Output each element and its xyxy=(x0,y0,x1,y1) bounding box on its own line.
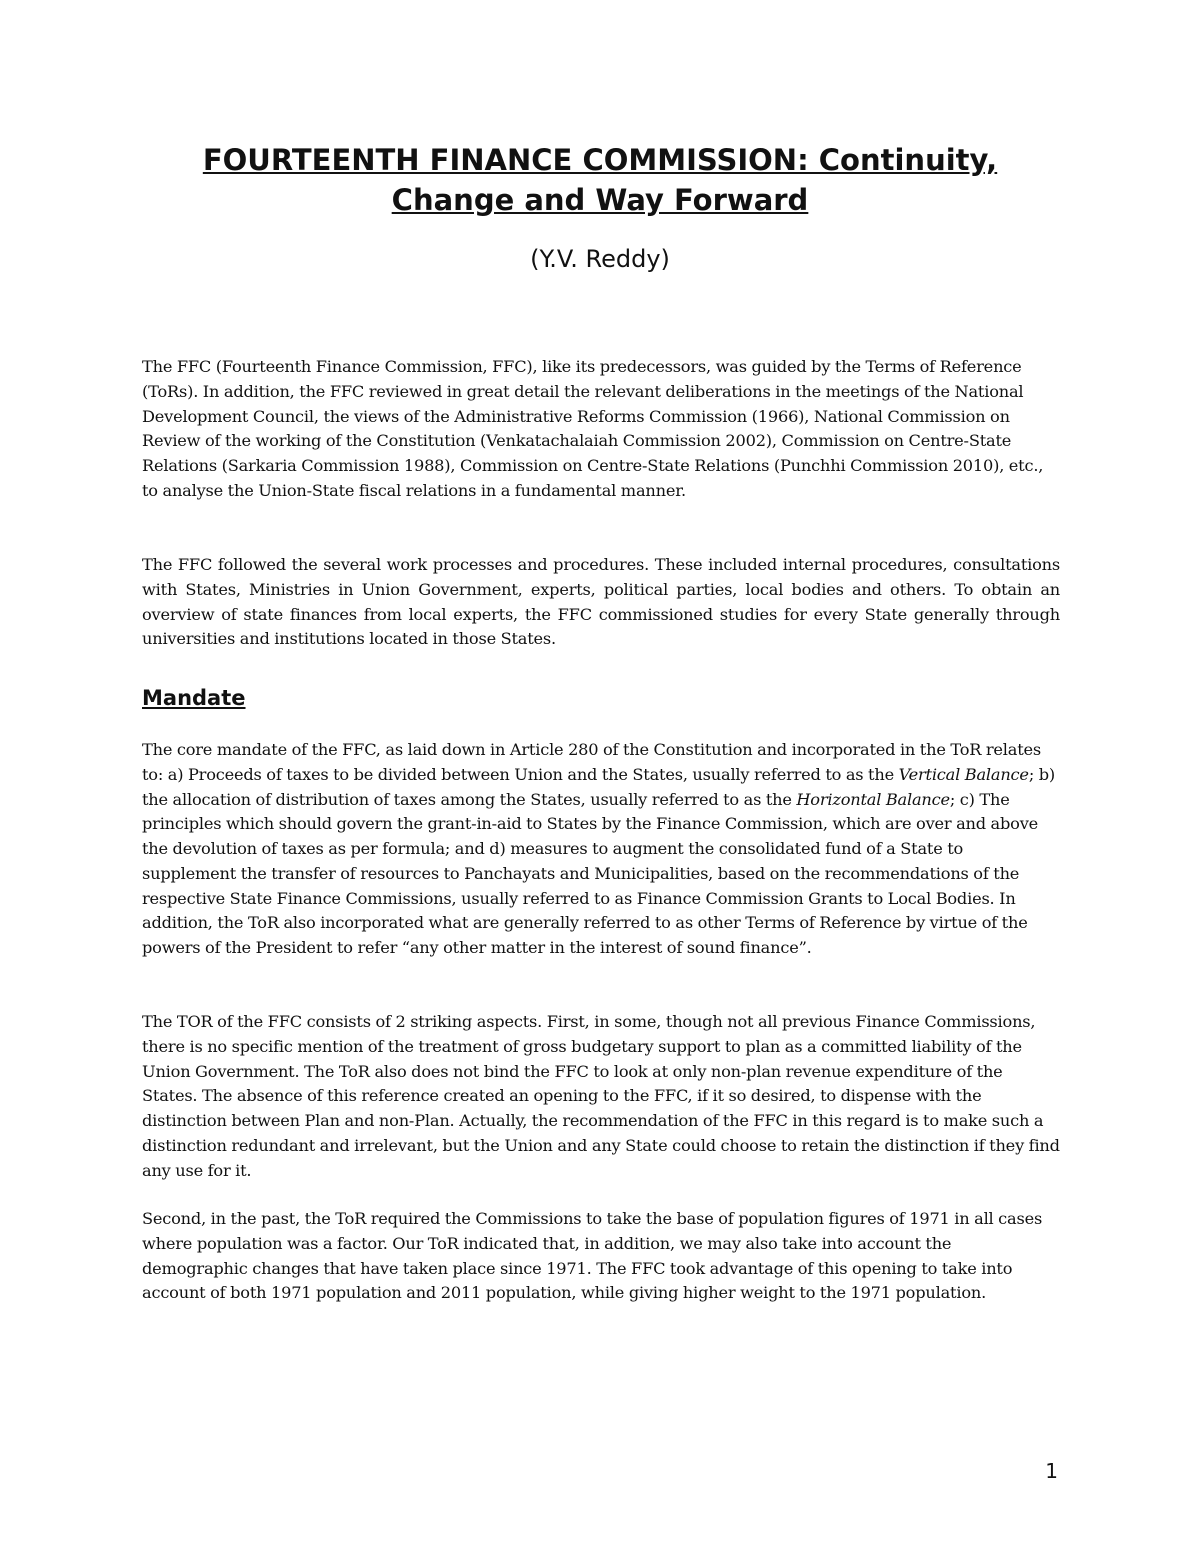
page-number: 1 xyxy=(1045,1459,1058,1483)
paragraph-population-base: Second, in the past, the ToR required the Commissions to take the base of population figures of 1971 in all cases where population was a factor. Our ToR indicated that, in addition, we may also take into account the demographic changes that have taken place since 1971. The FFC took advantage of this opening to take into account of both 1971 population and 2011 population, while giving higher weight to the 1971 population. xyxy=(142,1209,1043,1303)
document-title xyxy=(120,140,1080,220)
paragraph-work-processes: The FFC followed the several work processes and procedures. These included internal procedures, consultations with States, Ministries in Union Government, experts, political parties, local bodies and others. To obtain an overview of state finances from local experts, the FFC commissioned studies for every State generally through universities and institutions located in those States. xyxy=(142,555,1060,649)
paragraph-intro: The FFC (Fourteenth Finance Commission, FFC), like its predecessors, was guided by the Terms of Reference (ToRs). In addition, the FFC reviewed in great detail the relevant deliberations in the meetings of the National Development Council, the views of the Administrative Reforms Commission (1966), National Commission on Review of the working of the Constitution (Venkatachalaiah Commission 2002), Commission on Centre-State Relations (Sarkaria Commission 1988), Commission on Centre-State Relations (Punchhi Commission 2010), etc., to analyse the Union-State fiscal relations in a fundamental manner. xyxy=(142,357,1044,500)
mandate-text-part-1: The core mandate of the FFC, as laid down in Article 280 of the Constitution and incorporated in the ToR relates to: a) Proceeds of taxes to be divided between Union and the States, usually referred to as the xyxy=(142,740,1042,784)
paragraph-core-mandate xyxy=(142,738,1060,961)
section-heading-mandate: Mandate xyxy=(142,686,246,710)
author-name: (Y.V. Reddy) xyxy=(530,245,670,273)
mandate-text-part-3: ; c) The principles which should govern the grant-in-aid to States by the Finance Commission, which are over and above the devolution of taxes as per formula; and d) measures to augment the consolidated fund of a State to supplement the transfer of resources to Panchayats and Municipalities, based on the recommendations of the respective State Finance Commissions, usually referred to as Finance Commission Grants to Local Bodies. In addition, the ToR also incorporated what are generally referred to as other Terms of Reference by virtue of the powers of the President to refer “any other matter in the interest of sound finance”. xyxy=(142,789,1039,957)
title-line-2: Change and Way Forward xyxy=(391,183,809,217)
horizontal-balance-term: Horizontal Balance xyxy=(796,789,950,809)
mandate-text-part-2: ; b) the allocation of distribution of taxes among the States, usually referred to as the xyxy=(142,764,1055,809)
paragraph-tor-aspects: The TOR of the FFC consists of 2 striking aspects. First, in some, though not all previous Finance Commissions, there is no specific mention of the treatment of gross budgetary support to plan as a committed liability of the Union Government. The ToR also does not bind the FFC to look at only non-plan revenue expenditure of the States. The absence of this reference created an opening to the FFC, if it so desired, to dispense with the distinction between Plan and non-Plan. Actually, the recommendation of the FFC in this regard is to make such a distinction redundant and irrelevant, but the Union and any State could choose to retain the distinction if they find any use for it. xyxy=(142,1012,1060,1180)
vertical-balance-term: Vertical Balance xyxy=(898,764,1029,784)
title-line-1: FOURTEENTH FINANCE COMMISSION: Continuity, xyxy=(202,143,998,177)
